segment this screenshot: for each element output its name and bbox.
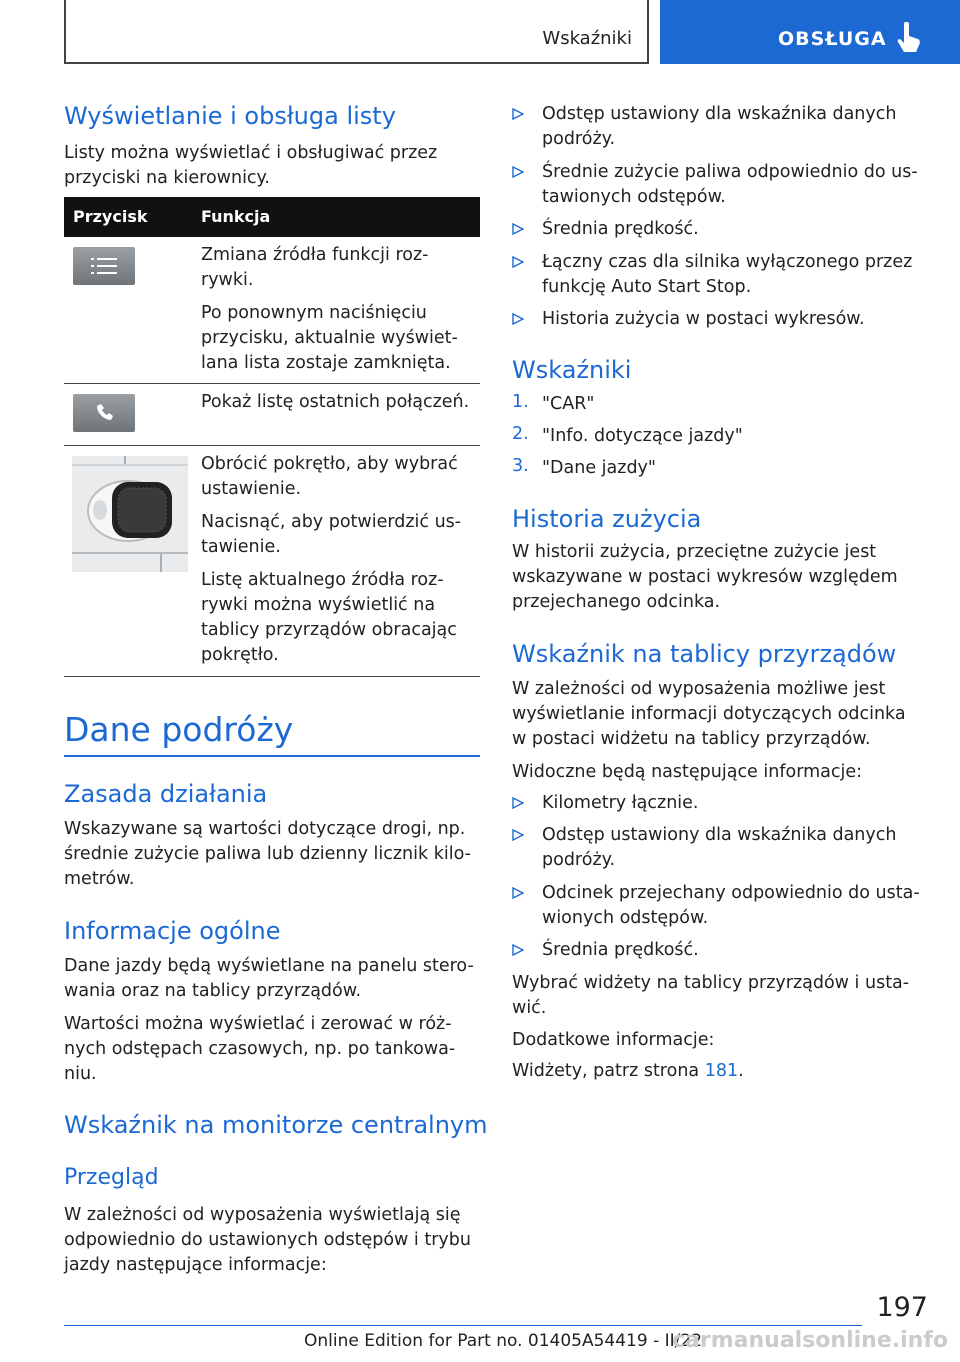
page-reference xyxy=(512,1059,922,1084)
cluster-heading: Wskaźnik na tablicy przyrządów xyxy=(512,640,897,668)
history-text: W historii zużycia, przeciętne zużycie jest wskazywane w postaci wykresów względem przejechanego odcinka. xyxy=(512,542,898,612)
list-item: Kilometry łącznie. xyxy=(542,793,699,813)
bullet-triangle-icon xyxy=(512,944,524,956)
list-heading: Wyświetlanie i obsługa listy xyxy=(64,102,396,130)
table-row xyxy=(64,446,480,677)
row-1-text-1: Zmiana źródła funkcji roz-rywki. xyxy=(201,245,429,290)
principle-heading: Zasada działania xyxy=(64,780,268,808)
list-button-image xyxy=(73,247,135,285)
row-text xyxy=(201,390,480,423)
reference-suffix: . xyxy=(738,1061,744,1081)
bullet-triangle-icon xyxy=(512,223,524,235)
phone-button-image xyxy=(73,394,135,432)
table-row xyxy=(64,237,480,384)
trip-heading: Dane podróży xyxy=(64,710,294,749)
bullet-triangle-icon xyxy=(512,887,524,899)
trip-heading-rule xyxy=(64,755,480,757)
row-3-text-1: Obrócić pokrętło, aby wybrać ustawienie. xyxy=(201,454,458,499)
button-table xyxy=(64,197,480,677)
list-item: Średnie zużycie paliwa odpowiednio do us-tawionych odstępów. xyxy=(542,162,918,207)
col-header-button: Przycisk xyxy=(73,207,148,226)
row-1-text-2: Po ponownym naciśnięciu przycisku, aktualnie wyświet-lana lista zostaje zamknięta. xyxy=(201,303,458,373)
widget-text: Wybrać widżety na tablicy przyrządów i usta-wić. xyxy=(512,973,910,1018)
reference-page-link[interactable]: 181 xyxy=(704,1061,739,1081)
monitor-heading: Wskaźnik na monitorze centralnym xyxy=(64,1111,488,1139)
table-row xyxy=(64,384,480,446)
step-number: 1. xyxy=(512,392,529,412)
step-number: 2. xyxy=(512,424,529,444)
thumbwheel-image xyxy=(72,456,188,572)
edition-text: Online Edition for Part no. 01405A54419 - II/22 xyxy=(304,1331,703,1351)
list-item: Średnia prędkość. xyxy=(542,940,699,960)
overview-text: W zależności od wyposażenia wyświetlają się odpowiednio do ustawionych odstępów i trybu jazdy następujące informacje: xyxy=(64,1205,471,1275)
phone-icon xyxy=(73,394,135,432)
list-item: Odcinek przejechany odpowiednio do usta-wionych odstępów. xyxy=(542,883,920,928)
list-intro: Listy można wyświetlać i obsługiwać przez przyciski na kierownicy. xyxy=(64,143,438,188)
history-heading: Historia zużycia xyxy=(512,505,702,533)
step-text: "Dane jazdy" xyxy=(542,458,656,478)
row-3-text-3: Listę aktualnego źródła roz-rywki można wyświetlić na tablicy przyrządów obracając pokrętło. xyxy=(201,570,457,665)
general-text-1: Dane jazdy będą wyświetlane na panelu stero-wania oraz na tablicy przyrządów. xyxy=(64,956,474,1001)
chapter-tab-label: OBSŁUGA xyxy=(778,28,887,50)
list-item: Średnia prędkość. xyxy=(542,219,699,239)
principle-text: Wskazywane są wartości dotyczące drogi, np. średnie zużycie paliwa lub dzienny licznik kilo-metrów. xyxy=(64,819,471,889)
additional-label: Dodatkowe informacje: xyxy=(512,1030,715,1050)
bullet-triangle-icon xyxy=(512,829,524,841)
row-text xyxy=(201,243,480,384)
col-header-function: Funkcja xyxy=(201,207,271,226)
chapter-tab[interactable] xyxy=(660,0,960,64)
list-icon xyxy=(73,247,135,285)
visible-text: Widoczne będą następujące informacje: xyxy=(512,762,863,782)
overview-heading: Przegląd xyxy=(64,1165,159,1190)
indicators-heading: Wskaźniki xyxy=(512,356,632,384)
section-title: Wskaźniki xyxy=(542,28,632,49)
row-text xyxy=(201,452,480,676)
bullet-triangle-icon xyxy=(512,166,524,178)
bullet-triangle-icon xyxy=(512,108,524,120)
hand-pointer-icon xyxy=(896,22,922,54)
bullet-triangle-icon xyxy=(512,313,524,325)
list-item: Odstęp ustawiony dla wskaźnika danych podróży. xyxy=(542,104,897,149)
general-heading: Informacje ogólne xyxy=(64,917,281,945)
reference-prefix: Widżety, patrz strona xyxy=(512,1061,705,1081)
table-header xyxy=(64,197,480,237)
list-item: Historia zużycia w postaci wykresów. xyxy=(542,309,865,329)
step-text: "Info. dotyczące jazdy" xyxy=(542,426,743,446)
list-item: Odstęp ustawiony dla wskaźnika danych podróży. xyxy=(542,825,897,870)
bullet-triangle-icon xyxy=(512,797,524,809)
bullet-triangle-icon xyxy=(512,256,524,268)
row-3-text-2: Nacisnąć, aby potwierdzić us-tawienie. xyxy=(201,512,462,557)
step-number: 3. xyxy=(512,456,529,476)
general-text-2: Wartości można wyświetlać i zerować w róż-nych odstępach czasowych, np. po tankowa-niu. xyxy=(64,1014,456,1084)
cluster-text: W zależności od wyposażenia możliwe jest wyświetlanie informacji dotyczących odcinka w postaci widżetu na tablicy przyrządów. xyxy=(512,679,906,749)
step-text: "CAR" xyxy=(542,394,595,414)
footer-rule xyxy=(64,1325,862,1326)
watermark: carmanualsonline.info xyxy=(672,1328,948,1353)
list-item: Łączny czas dla silnika wyłączonego przez funkcję Auto Start Stop. xyxy=(542,252,913,297)
row-2-text-1: Pokaż listę ostatnich połączeń. xyxy=(201,392,470,412)
page-number: 197 xyxy=(876,1292,928,1323)
